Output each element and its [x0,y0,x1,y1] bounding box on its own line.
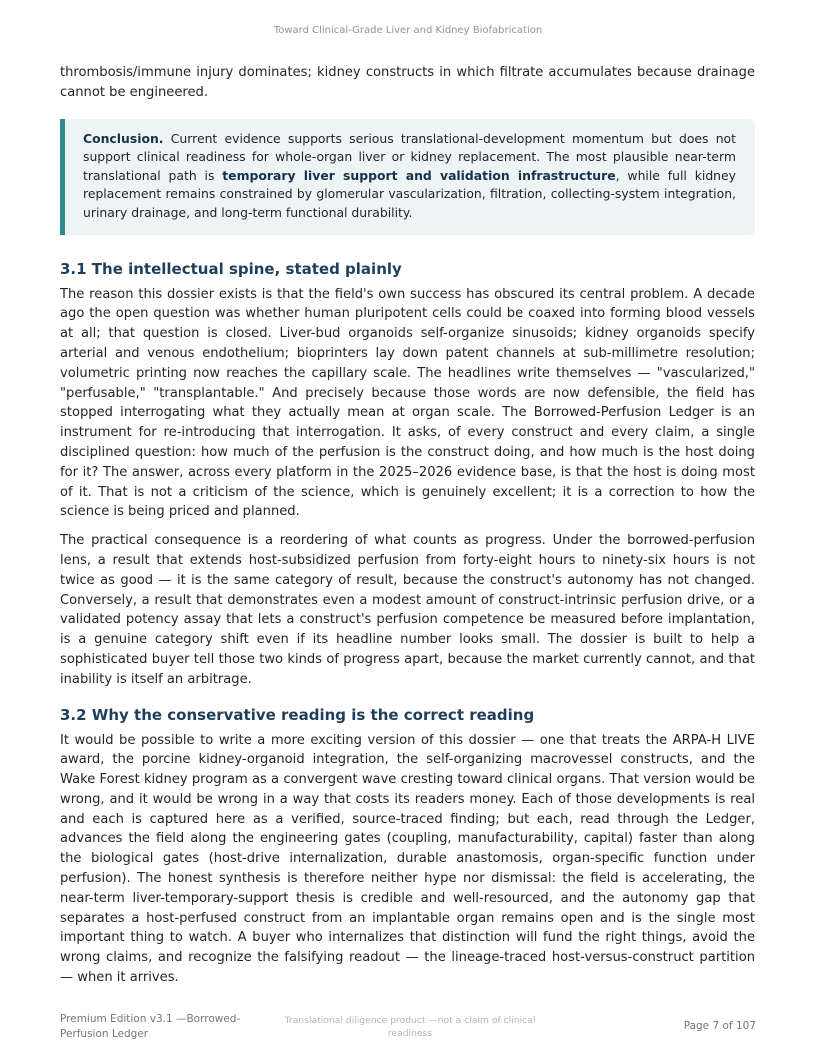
conclusion-text-after: , while full kidney replacement remains constrained by glomerular vascularization, filtration, collecting-system integration, urinary drainage, and long-term functional durability. [83,167,736,220]
intro-paragraph: thrombosis/immune injury dominates; kidney constructs in which filtrate accumulates because drainage cannot be engineered. [60,65,755,100]
section-3-1-paragraph-2: The practical consequence is a reordering of what counts as progress. Under the borrowed-perfusion lens, a result that extends host-subsidized perfusion from forty-eight hours to ninety-six hours is not twice as good — it is the same category of result, because the construct's autonomy has not changed. Conversely, a result that demonstrates even a modest amount of construct-intrinsic perfusion drive, or a validated potency assay that lets a construct's perfusion competence be measured before implantation, is a genuine category shift even if its headline number looks small. The dossier is built to help a sophisticated buyer tell those two kinds of progress apart, because the market currently cannot, and that inability is itself an arbitrage. [60,533,755,687]
section-3-2-paragraph-1: It would be possible to write a more exciting version of this dossier — one that treats the ARPA-H LIVE award, the porcine kidney-organoid integration, the self-organizing macrovessel constructs, and the Wake Forest kidney program as a convergent wave cresting toward clinical organs. That version would be wrong, and it would be wrong in a way that costs its readers money. Each of those developments is real and each is captured here as a verified, source-traced finding; but each, read through the Ledger, advances the field along the engineering gates (coupling, manufacturability, capital) faster than along the biological gates (host-drive internalization, durable anastomosis, organ-specific function under perfusion). The honest synthesis is therefore neither hype nor dismissal: the field is accelerating, the near-term liver-temporary-support thesis is credible and well-resourced, and the autonomy gap that separates a host-perfused construct from an implantable organ remains open and is the single most important thing to watch. A buyer who internalizes that distinction will fund the right things, avoid the wrong claims, and recognize the falsifying readout — the lineage-traced host-versus-construct partition — when it arrives. [60,732,755,986]
section-heading-3-1: 3.1 The intellectual spine, stated plainly [60,259,402,278]
section-heading-3-2: 3.2 Why the conservative reading is the correct reading [60,705,535,724]
running-header: Toward Clinical-Grade Liver and Kidney Biofabrication [273,25,543,36]
section-3-1-paragraph-1: The reason this dossier exists is that the field's own success has obscured its central problem. A decade ago the open question was whether human pluripotent cells could be coaxed into forming blood vessels at all; that question is closed. Liver-bud organoids self-organize sinusoids; kidney organoids specify arterial and venous endothelium; bioprinters lay down patent channels at sub-millimetre resolution; volumetric printing now reaches the capillary scale. The headlines write themselves — "vascularized," "perfusable," "transplantable." And precisely because those words are now defensible, the field has stopped interrogating what they actually mean at organ scale. The Borrowed-Perfusion Ledger is an instrument for re-introducing that interrogation. It asks, of every construct and every claim, a single disciplined question: how much of the perfusion is the construct doing, and how much is the host doing for it? The answer, across every platform in the 2025–2026 evidence base, is that the host is doing most of it. That is not a criticism of the science, which is genuinely excellent; it is a correction to how the science is being priced and planned. [60,286,755,520]
footer-page-number: Page 7 of 107 [683,1020,756,1032]
page-body [60,63,755,997]
conclusion-callout [60,119,755,235]
footer-disclaimer: Translational diligence product —not a claim of clinical readiness [284,1015,536,1039]
conclusion-label: Conclusion. [83,130,164,146]
footer-edition: Premium Edition v3.1 —Borrowed-Perfusion Ledger [60,1013,241,1040]
conclusion-emphasis: temporary liver support and validation infrastructure [222,167,616,183]
conclusion-text [83,130,736,223]
conclusion-text-before: Current evidence supports serious translational-development momentum but does not support clinical readiness for whole-organ liver or kidney replacement. The most plausible near-term translational path is [83,130,736,183]
